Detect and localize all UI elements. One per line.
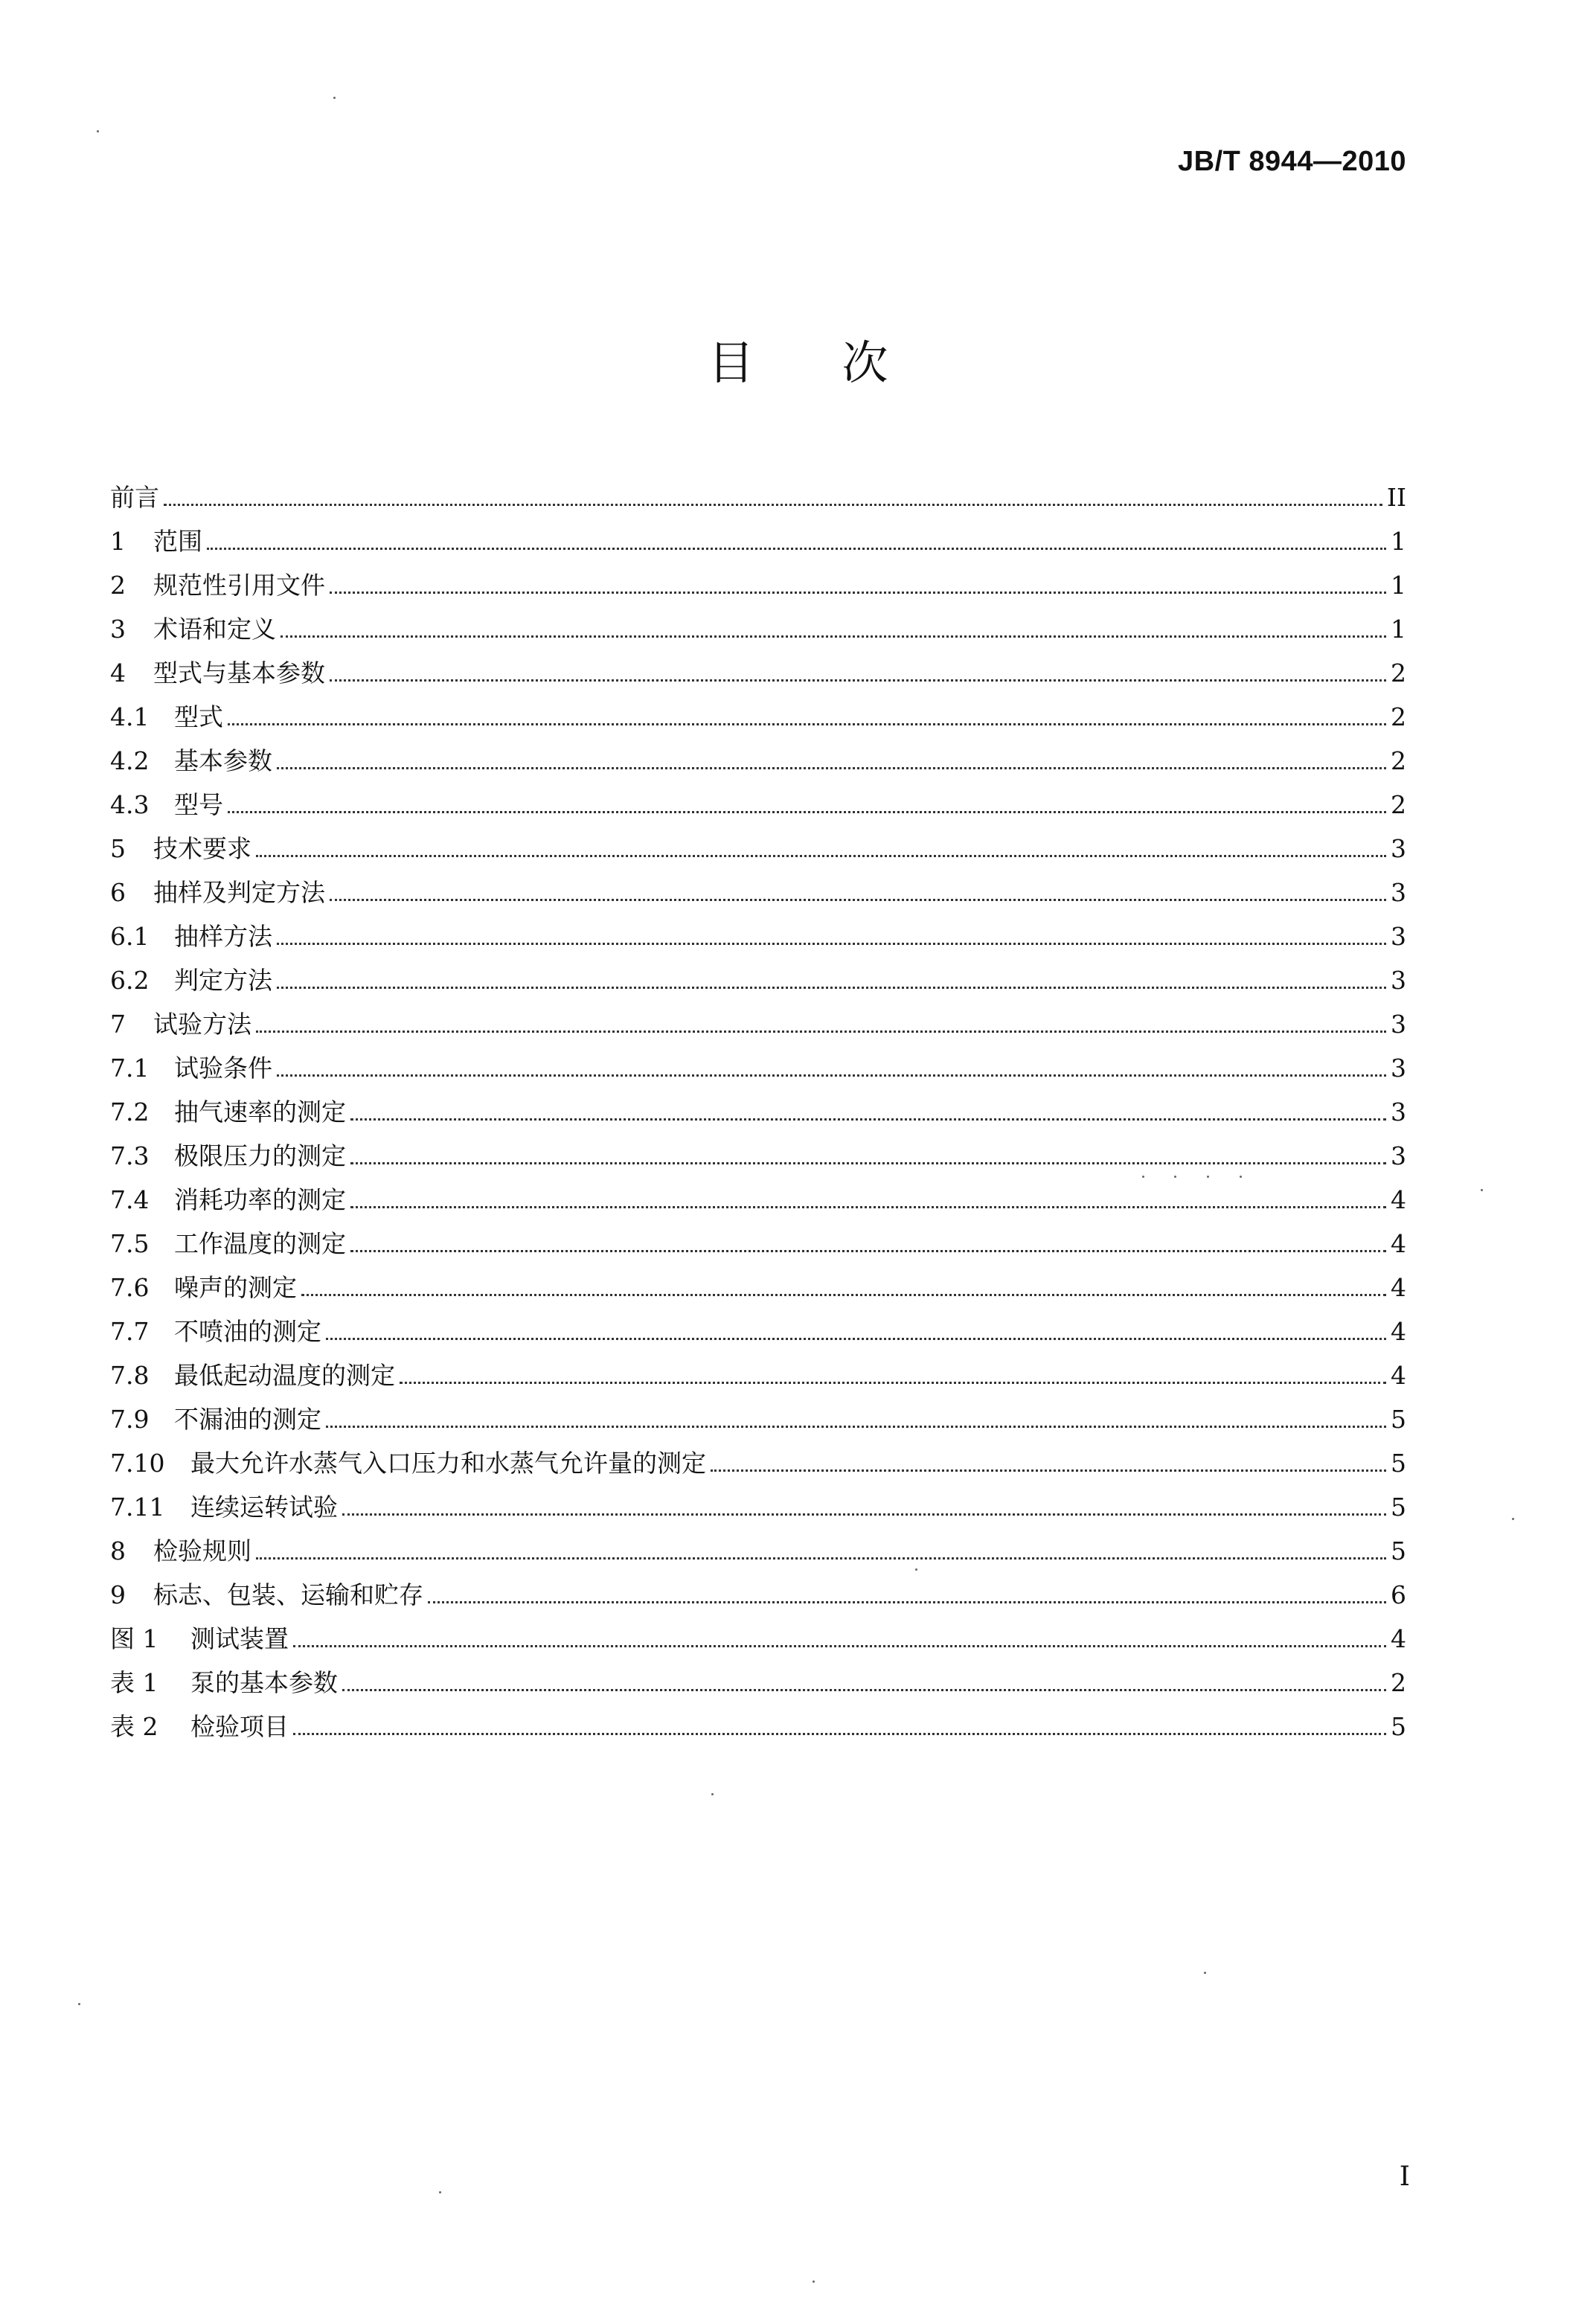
- toc-entry-number: 7.8: [110, 1361, 150, 1390]
- toc-entry-number: 7.10: [110, 1449, 165, 1478]
- toc-entry-title: 基本参数: [174, 746, 272, 775]
- toc-dot-leader: [330, 899, 1386, 901]
- toc-entry[interactable]: [110, 557, 1406, 600]
- toc-entry-title: 前言: [110, 483, 159, 512]
- toc-entry-title: 型式与基本参数: [153, 658, 325, 687]
- scan-speck: [711, 1793, 714, 1795]
- toc-entry-title: 测试装置: [190, 1624, 289, 1653]
- toc-entry-page: 4: [1391, 1624, 1406, 1653]
- toc-entry-number: 7.1: [110, 1054, 150, 1083]
- toc-entry-page: 1: [1391, 571, 1406, 600]
- toc-entry[interactable]: [110, 1259, 1406, 1303]
- toc-entry[interactable]: [110, 1391, 1406, 1435]
- toc-entry-number: 7.5: [110, 1229, 150, 1258]
- toc-entry-page: 3: [1391, 1097, 1406, 1126]
- toc-dot-leader: [350, 1206, 1386, 1208]
- toc-entry-number: 6.1: [110, 922, 150, 951]
- toc-dot-leader: [277, 987, 1386, 989]
- toc-entry[interactable]: [110, 1083, 1406, 1127]
- toc-entry-page: 1: [1391, 527, 1406, 556]
- toc-title: 目次: [708, 336, 976, 390]
- toc-entry-page: 2: [1391, 658, 1406, 687]
- toc-entry[interactable]: [110, 1039, 1406, 1083]
- toc-entry-number: 3: [110, 615, 126, 644]
- toc-entry-title: 泵的基本参数: [190, 1668, 338, 1697]
- toc-entry-page: 4: [1391, 1361, 1406, 1390]
- scan-speck: [78, 2003, 80, 2005]
- toc-entry-title: 检验项目: [190, 1712, 289, 1741]
- toc-entry-number: 7.2: [110, 1097, 150, 1126]
- toc-entry-page: 5: [1391, 1536, 1406, 1565]
- scan-speck: [1240, 1176, 1242, 1178]
- toc-dot-leader: [350, 1162, 1386, 1164]
- toc-entry-title: 型式: [174, 702, 223, 731]
- toc-entry-title: 抽样及判定方法: [153, 878, 325, 907]
- toc-entry-title: 判定方法: [174, 966, 272, 995]
- toc-entry-page: 4: [1391, 1229, 1406, 1258]
- toc-dot-leader: [281, 635, 1386, 638]
- toc-entry-number: 1: [110, 527, 126, 556]
- toc-dot-leader: [277, 943, 1386, 945]
- toc-entry[interactable]: [110, 1171, 1406, 1215]
- toc-entry-number: 7.11: [110, 1493, 165, 1522]
- toc-entry[interactable]: [110, 513, 1406, 557]
- toc-entry[interactable]: [110, 688, 1406, 732]
- toc-entry-title: 极限压力的测定: [174, 1141, 346, 1170]
- toc-entry-number: 2: [110, 571, 126, 600]
- toc-dot-leader: [301, 1294, 1386, 1296]
- toc-dot-leader: [277, 1074, 1386, 1077]
- toc-entry-number: 5: [110, 834, 126, 863]
- scan-speck: [1142, 1176, 1144, 1178]
- toc-entry[interactable]: [110, 996, 1406, 1039]
- toc-entry[interactable]: [110, 864, 1406, 908]
- toc-entry-number: 4.2: [110, 746, 150, 775]
- toc-dot-leader: [330, 592, 1386, 594]
- toc-entry-page: 3: [1391, 878, 1406, 907]
- toc-entry-title: 试验条件: [174, 1054, 272, 1083]
- toc-entry[interactable]: [110, 1478, 1406, 1522]
- toc-entry-title: 术语和定义: [153, 615, 276, 644]
- toc-entry-page: 3: [1391, 834, 1406, 863]
- toc-entry-page: 3: [1391, 922, 1406, 951]
- toc-entry-number: 表 1: [110, 1668, 158, 1697]
- toc-entry[interactable]: [110, 600, 1406, 644]
- toc-entry-title: 范围: [153, 527, 202, 556]
- toc-entry[interactable]: [110, 1303, 1406, 1347]
- toc-entry-title: 最低起动温度的测定: [174, 1361, 395, 1390]
- toc-entry-page: 2: [1391, 790, 1406, 819]
- toc-entry-number: 8: [110, 1536, 126, 1565]
- toc-entry-title: 规范性引用文件: [153, 571, 325, 600]
- toc-dot-leader: [400, 1382, 1386, 1384]
- toc-dot-leader: [428, 1601, 1386, 1603]
- toc-dot-leader: [293, 1733, 1386, 1735]
- toc-entry-page: 5: [1391, 1405, 1406, 1434]
- scan-speck: [915, 1568, 917, 1571]
- toc-dot-leader: [326, 1338, 1386, 1340]
- toc-entry-number: 7.3: [110, 1141, 150, 1170]
- toc-entry-title: 抽气速率的测定: [174, 1097, 346, 1126]
- toc-entry[interactable]: [110, 732, 1406, 776]
- toc-entry-title: 技术要求: [153, 834, 251, 863]
- toc-entry-number: 表 2: [110, 1712, 158, 1741]
- toc-entry[interactable]: [110, 644, 1406, 688]
- toc-dot-leader: [350, 1250, 1386, 1252]
- toc-entry[interactable]: [110, 1127, 1406, 1171]
- toc-entry-page: 1: [1391, 615, 1406, 644]
- toc-entry-title: 标志、包装、运输和贮存: [153, 1580, 423, 1609]
- toc-entry-number: 4.3: [110, 790, 150, 819]
- toc-entry-page: 6: [1391, 1580, 1406, 1609]
- toc-entry-page: 3: [1391, 1141, 1406, 1170]
- toc-entry-page: 3: [1391, 1010, 1406, 1039]
- toc-dot-leader: [164, 504, 1382, 506]
- scan-speck: [813, 2280, 815, 2283]
- standard-code: JB/T 8944—2010: [1178, 146, 1406, 177]
- toc-entry-number: 4: [110, 658, 126, 687]
- toc-entry[interactable]: [110, 820, 1406, 864]
- toc-entry-number: 7.7: [110, 1317, 150, 1346]
- toc-dot-leader: [207, 548, 1386, 550]
- toc-entry-number: 7.9: [110, 1405, 150, 1434]
- toc-entry-page: 5: [1391, 1493, 1406, 1522]
- toc-entry-title: 连续运转试验: [190, 1493, 338, 1522]
- toc-entry-title: 不漏油的测定: [174, 1405, 321, 1434]
- toc-entry-page: 5: [1391, 1449, 1406, 1478]
- table-of-contents: [110, 469, 1406, 1742]
- toc-entry[interactable]: [110, 1654, 1406, 1698]
- toc-dot-leader: [228, 723, 1386, 725]
- toc-entry-title: 噪声的测定: [174, 1273, 297, 1302]
- toc-dot-leader: [330, 679, 1386, 682]
- toc-entry-number: 7: [110, 1010, 126, 1039]
- toc-dot-leader: [342, 1513, 1386, 1516]
- scan-speck: [1481, 1189, 1483, 1191]
- toc-entry-page: 4: [1391, 1185, 1406, 1214]
- toc-entry-title: 检验规则: [153, 1536, 251, 1565]
- toc-entry[interactable]: [110, 1215, 1406, 1259]
- toc-entry-title: 不喷油的测定: [174, 1317, 321, 1346]
- toc-entry-page: 2: [1391, 1668, 1406, 1697]
- toc-entry-number: 6: [110, 878, 126, 907]
- scan-speck: [1204, 1972, 1206, 1974]
- toc-dot-leader: [350, 1118, 1386, 1121]
- page-number: I: [1399, 2161, 1410, 2192]
- toc-dot-leader: [293, 1645, 1386, 1647]
- toc-entry-number: 9: [110, 1580, 126, 1609]
- toc-entry[interactable]: [110, 952, 1406, 996]
- toc-dot-leader: [228, 811, 1386, 813]
- toc-entry-page: II: [1386, 483, 1406, 512]
- toc-entry-number: 4.1: [110, 702, 150, 731]
- toc-entry-number: 图 1: [110, 1624, 158, 1653]
- toc-entry-number: 7.4: [110, 1185, 150, 1214]
- scan-speck: [1174, 1176, 1176, 1178]
- toc-entry-page: 2: [1391, 702, 1406, 731]
- toc-entry-page: 4: [1391, 1273, 1406, 1302]
- toc-entry[interactable]: [110, 1435, 1406, 1478]
- toc-entry-page: 2: [1391, 746, 1406, 775]
- toc-dot-leader: [256, 1557, 1386, 1560]
- toc-dot-leader: [256, 855, 1386, 857]
- scan-speck: [439, 2191, 441, 2193]
- toc-entry[interactable]: [110, 908, 1406, 952]
- scan-speck: [1207, 1176, 1209, 1178]
- toc-entry-title: 试验方法: [153, 1010, 251, 1039]
- toc-dot-leader: [277, 767, 1386, 769]
- toc-entry-title: 抽样方法: [174, 922, 272, 951]
- toc-entry[interactable]: [110, 1347, 1406, 1391]
- toc-entry[interactable]: [110, 776, 1406, 820]
- scan-speck: [333, 97, 336, 99]
- toc-dot-leader: [256, 1031, 1386, 1033]
- toc-entry-page: 4: [1391, 1317, 1406, 1346]
- toc-entry-page: 3: [1391, 966, 1406, 995]
- toc-entry-title: 最大允许水蒸气入口压力和水蒸气允许量的测定: [190, 1449, 706, 1478]
- toc-entry-page: 3: [1391, 1054, 1406, 1083]
- toc-dot-leader: [326, 1426, 1386, 1428]
- scan-speck: [1512, 1518, 1514, 1520]
- toc-dot-leader: [711, 1469, 1386, 1472]
- toc-entry[interactable]: [110, 1566, 1406, 1610]
- toc-entry-title: 工作温度的测定: [174, 1229, 346, 1258]
- toc-entry-number: 6.2: [110, 966, 150, 995]
- toc-entry[interactable]: [110, 1610, 1406, 1654]
- toc-entry[interactable]: [110, 469, 1406, 513]
- toc-entry[interactable]: [110, 1522, 1406, 1566]
- toc-entry-title: 型号: [174, 790, 223, 819]
- scan-speck: [97, 130, 99, 132]
- toc-entry[interactable]: [110, 1698, 1406, 1742]
- toc-entry-number: 7.6: [110, 1273, 150, 1302]
- toc-dot-leader: [342, 1689, 1386, 1691]
- toc-entry-title: 消耗功率的测定: [174, 1185, 346, 1214]
- toc-entry-page: 5: [1391, 1712, 1406, 1741]
